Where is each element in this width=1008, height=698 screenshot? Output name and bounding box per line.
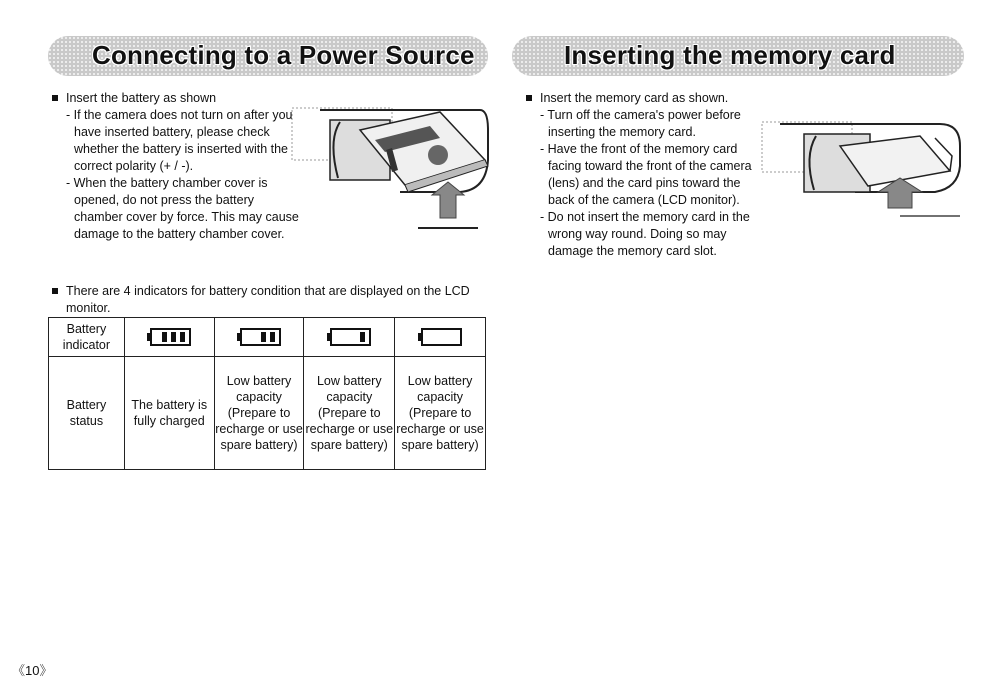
status-line: Low battery [226,374,292,388]
bullet-icon [52,288,58,294]
bullet-icon [52,95,58,101]
battery-bar [261,332,266,342]
indicator-header-line2: indicator [62,338,111,352]
battery-intro-row [52,90,299,107]
card-note-line: - Do not insert the memory card in the [540,210,750,224]
battery-note-line: have inserted battery, please check [74,125,270,139]
card-note-line: - Have the front of the memory card [540,142,738,156]
battery-notes [52,107,299,243]
card-note-line: back of the camera (LCD monitor). [548,193,740,207]
status-line: Low battery [316,374,382,388]
status-line: capacity [236,390,282,404]
battery-intro: Insert the battery as shown [66,91,217,105]
indicator-intro-line1 [52,283,470,300]
indicator-row [49,318,486,357]
card-note-line: (lens) and the card pins toward the [548,176,741,190]
battery-note-line: damage to the battery chamber cover. [74,227,285,241]
indicator-intro-text-2: monitor. [66,301,111,315]
status-line: recharge or use [305,422,394,436]
card-intro-row [526,90,752,107]
status-cell [395,357,486,470]
left-section-title: Connecting to a Power Source [92,40,475,70]
battery-bar [171,332,176,342]
camera-memory-card-insertion-illustration [760,116,965,226]
card-intro: Insert the memory card as shown. [540,91,729,105]
bullet-icon [526,95,532,101]
card-notes [526,107,752,260]
right-section-banner [512,36,964,76]
status-line: Low battery [407,374,473,388]
status-line: spare battery) [401,438,479,452]
battery-note-line: - If the camera does not turn on after you [66,108,293,122]
indicator-header-line1: Battery [66,322,107,336]
status-cell [124,357,214,470]
battery-note-line: whether the battery is inserted with the [74,142,289,156]
battery-level-icon [236,327,282,347]
card-note-line: wrong way round. Doing so may [548,227,727,241]
card-note-line: facing toward the front of the camera [548,159,752,173]
battery-two-bar-icon-cell [214,318,304,357]
battery-bar [162,332,167,342]
battery-note-line: correct polarity (+ / -). [74,159,194,173]
insert-arrow-icon [418,182,478,228]
left-section-banner [48,36,488,76]
status-line: capacity [326,390,373,404]
status-line: recharge or use [396,422,484,436]
battery-full-icon-cell [124,318,214,357]
battery-level-icon [417,327,463,347]
memory-card-instructions [526,90,752,260]
status-line: spare battery) [220,438,298,452]
card-note-line: inserting the memory card. [548,125,696,139]
status-row [49,357,486,470]
insert-arrow-icon [878,178,960,216]
battery-bar [180,332,185,342]
status-line: spare battery) [310,438,388,452]
status-line: capacity [417,390,464,404]
status-line: The battery is [131,398,208,412]
card-note-line: - Turn off the camera's power before [540,108,741,122]
battery-bar [360,332,365,342]
battery-bar [270,332,275,342]
battery-note-line: opened, do not press the battery [74,193,254,207]
status-header [49,357,125,470]
battery-level-icon [326,327,372,347]
battery-instructions [52,90,299,243]
right-section-title: Inserting the memory card [564,40,896,70]
indicator-intro-text-1: There are 4 indicators for battery condition that are displayed on the LCD [66,284,470,298]
page-number: 《10》 [12,663,53,678]
battery-note-line: chamber cover by force. This may cause [74,210,299,224]
battery-one-bar-icon-cell [304,318,395,357]
indicator-intro [52,283,470,317]
status-cell [304,357,395,470]
camera-battery-insertion-illustration [290,100,490,240]
status-line: (Prepare to [318,406,381,420]
status-line: recharge or use [215,422,303,436]
battery-indicator-table [48,317,486,470]
status-header-line1: Battery [66,398,107,412]
battery-level-icon [146,327,192,347]
status-line: (Prepare to [227,406,291,420]
status-header-line2: status [69,414,104,428]
battery-body [422,329,461,345]
status-line: (Prepare to [408,406,472,420]
card-note-line: damage the memory card slot. [548,244,717,258]
indicator-header [49,318,125,357]
status-line: fully charged [133,414,205,428]
battery-note-line: - When the battery chamber cover is [66,176,268,190]
status-cell [214,357,304,470]
battery-empty-icon-cell [395,318,486,357]
